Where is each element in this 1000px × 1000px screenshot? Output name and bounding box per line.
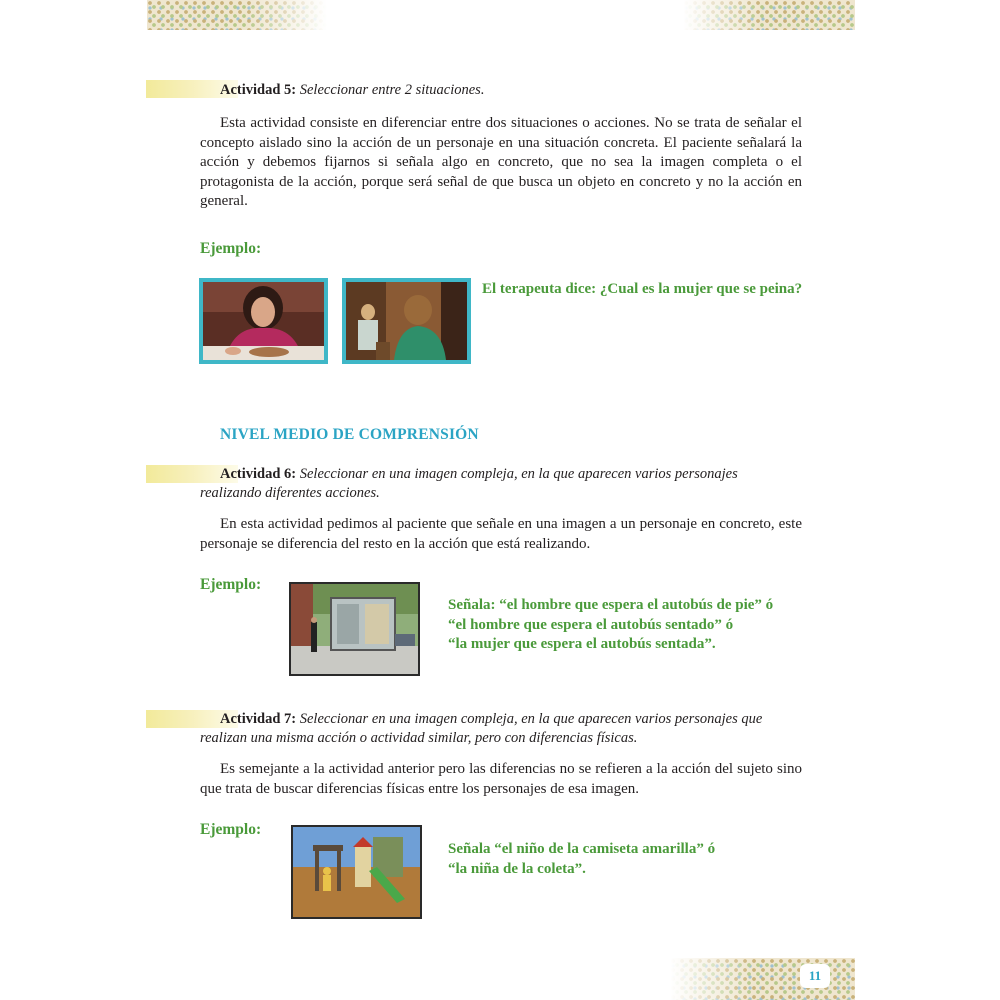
- activity-label: Actividad 6:: [220, 466, 297, 482]
- activity-6-heading: [200, 465, 802, 503]
- page-number: 11: [800, 964, 830, 988]
- example-instruction: [448, 596, 773, 655]
- activity-label: Actividad 5:: [220, 82, 297, 98]
- decorative-dot-band-top-right: [683, 0, 855, 30]
- activity-6-body: En esta actividad pedimos al paciente que señale en una imagen a un personaje en concreto, este personaje se diferencia del resto en la acción que está realizando.: [200, 516, 802, 552]
- photo-woman-combing-hair: [342, 278, 471, 364]
- example-line: Señala “el niño de la camiseta amarilla” ó: [448, 841, 716, 857]
- example-line: “la niña de la coleta”.: [448, 860, 586, 877]
- example-instruction: [448, 840, 715, 879]
- example-line: “el hombre que espera el autobús sentado” ó: [448, 616, 734, 633]
- example-label: Ejemplo:: [200, 240, 262, 257]
- example-instruction: El terapeuta dice: ¿Cual es la mujer que se peina?: [482, 281, 803, 297]
- decorative-dot-band-top-left: [147, 0, 327, 30]
- activity-5-heading: [200, 81, 802, 100]
- activity-7-body: Es semejante a la actividad anterior pero las diferencias no se refieren a la acción del sujeto sino que trata de buscar diferencias físicas entre los personajes de esa imagen.: [200, 761, 802, 797]
- activity-label: Actividad 7:: [220, 711, 297, 727]
- activity-title: Seleccionar entre 2 situaciones.: [299, 82, 485, 98]
- activity-title: Seleccionar en una imagen compleja, en la que aparecen varios personajes realizando diferentes acciones.: [200, 466, 738, 501]
- section-title: NIVEL MEDIO DE COMPRENSIÓN: [220, 426, 479, 443]
- photo-woman-eating: [199, 278, 328, 364]
- activity-title: Seleccionar en una imagen compleja, en la que aparecen varios personajes que realizan una misma acción o actividad similar, pero con diferencias físicas.: [200, 711, 763, 746]
- example-line: “la mujer que espera el autobús sentada”.: [448, 636, 716, 652]
- activity-5-body: Esta actividad consiste en diferenciar entre dos situaciones o acciones. No se trata de señalar el concepto aislado sino la acción de un personaje en una situación concreta. El paciente señalará la acción y debemos fijarnos si señala algo en concreto, que no sea la imagen completa o el protagonista de la acción, porque será señal de que busca un objeto en concreto y no la acción en general.: [200, 115, 802, 209]
- example-line: Señala: “el hombre que espera el autobús de pie” ó: [448, 597, 774, 613]
- example-label: Ejemplo:: [200, 821, 262, 838]
- activity-7-heading: [200, 710, 802, 748]
- example-label: Ejemplo:: [200, 576, 262, 593]
- photo-playground: [291, 825, 422, 919]
- photo-bus-stop: [289, 582, 420, 676]
